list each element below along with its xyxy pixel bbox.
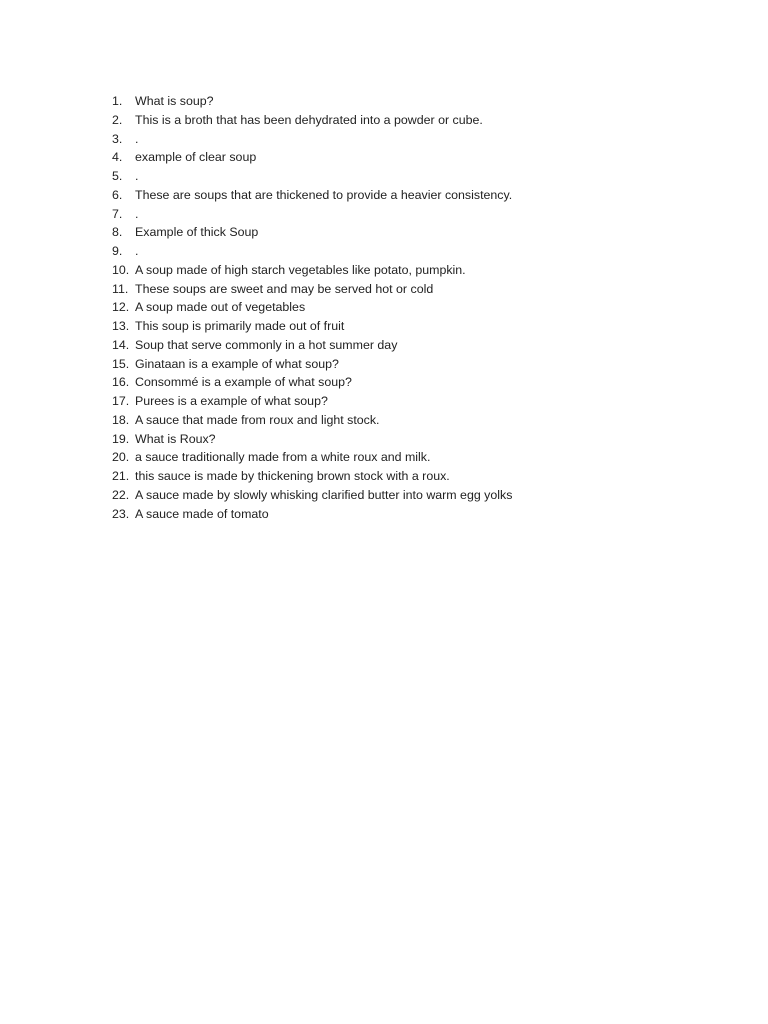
list-item [112, 186, 512, 205]
item-number: 14. [112, 337, 130, 352]
list-item [112, 486, 512, 505]
item-text: What is Roux? [135, 431, 216, 446]
list-item [112, 261, 512, 280]
item-text: A soup made of high starch vegetables like potato, pumpkin. [135, 262, 466, 277]
item-text: This is a broth that has been dehydrated into a powder or cube. [135, 112, 483, 127]
item-number: 1. [112, 94, 123, 108]
item-text: a sauce traditionally made from a white roux and milk. [135, 450, 431, 465]
item-number: 9. [112, 244, 123, 258]
item-text: Purees is a example of what soup? [135, 394, 328, 408]
list-item [112, 467, 512, 486]
list-item [112, 111, 512, 130]
list-item [112, 505, 512, 524]
list-item [112, 430, 512, 449]
item-number: 7. [112, 206, 123, 221]
item-number: 11. [112, 281, 129, 296]
item-text: Example of thick Soup [135, 225, 259, 240]
list-item [112, 280, 512, 299]
item-text: These are soups that are thickened to provide a heavier consistency. [135, 187, 513, 202]
item-text: This soup is primarily made out of fruit [135, 319, 345, 333]
item-number: 21. [112, 469, 130, 483]
item-text: Ginataan is a example of what soup? [135, 356, 339, 371]
list-item [112, 92, 512, 111]
list-item [112, 336, 512, 355]
item-text: Soup that serve commonly in a hot summer day [135, 337, 398, 352]
item-number: 2. [112, 112, 123, 127]
item-text: . [135, 169, 139, 183]
list-item [112, 355, 512, 374]
item-text: A soup made out of vegetables [135, 300, 306, 315]
item-number: 4. [112, 150, 123, 165]
list-item [112, 298, 512, 317]
item-text: A sauce that made from roux and light stock. [135, 412, 380, 427]
item-number: 19. [112, 431, 130, 446]
item-number: 18. [112, 412, 130, 427]
item-number: 6. [112, 187, 123, 202]
item-text: . [135, 131, 139, 146]
list-item [112, 167, 512, 186]
item-number: 15. [112, 356, 130, 371]
question-list [112, 92, 512, 523]
item-number: 20. [112, 450, 130, 465]
list-item [112, 205, 512, 224]
item-number: 17. [112, 394, 130, 408]
list-item [112, 392, 512, 411]
list-item [112, 373, 512, 392]
item-number: 5. [112, 169, 123, 183]
item-text: example of clear soup [135, 150, 257, 165]
item-number: 22. [112, 487, 130, 502]
item-text: this sauce is made by thickening brown stock with a roux. [135, 469, 450, 483]
item-text: What is soup? [135, 94, 214, 108]
list-item [112, 148, 512, 167]
item-number: 12. [112, 300, 130, 315]
item-number: 16. [112, 375, 130, 390]
item-text: A sauce made by slowly whisking clarified butter into warm egg yolks [135, 487, 513, 502]
item-number: 3. [112, 131, 123, 146]
list-item [112, 448, 512, 467]
item-number: 8. [112, 225, 123, 240]
item-text: Consommé is a example of what soup? [135, 375, 352, 390]
list-item [112, 317, 512, 336]
item-text: . [135, 244, 139, 258]
list-item [112, 130, 512, 149]
list-item [112, 411, 512, 430]
item-text: These soups are sweet and may be served hot or cold [135, 281, 434, 296]
item-text: . [135, 206, 139, 221]
item-number: 23. [112, 506, 130, 521]
item-number: 10. [112, 262, 130, 277]
list-item [112, 223, 512, 242]
item-number: 13. [112, 319, 130, 333]
list-item [112, 242, 512, 261]
item-text: A sauce made of tomato [135, 506, 269, 521]
